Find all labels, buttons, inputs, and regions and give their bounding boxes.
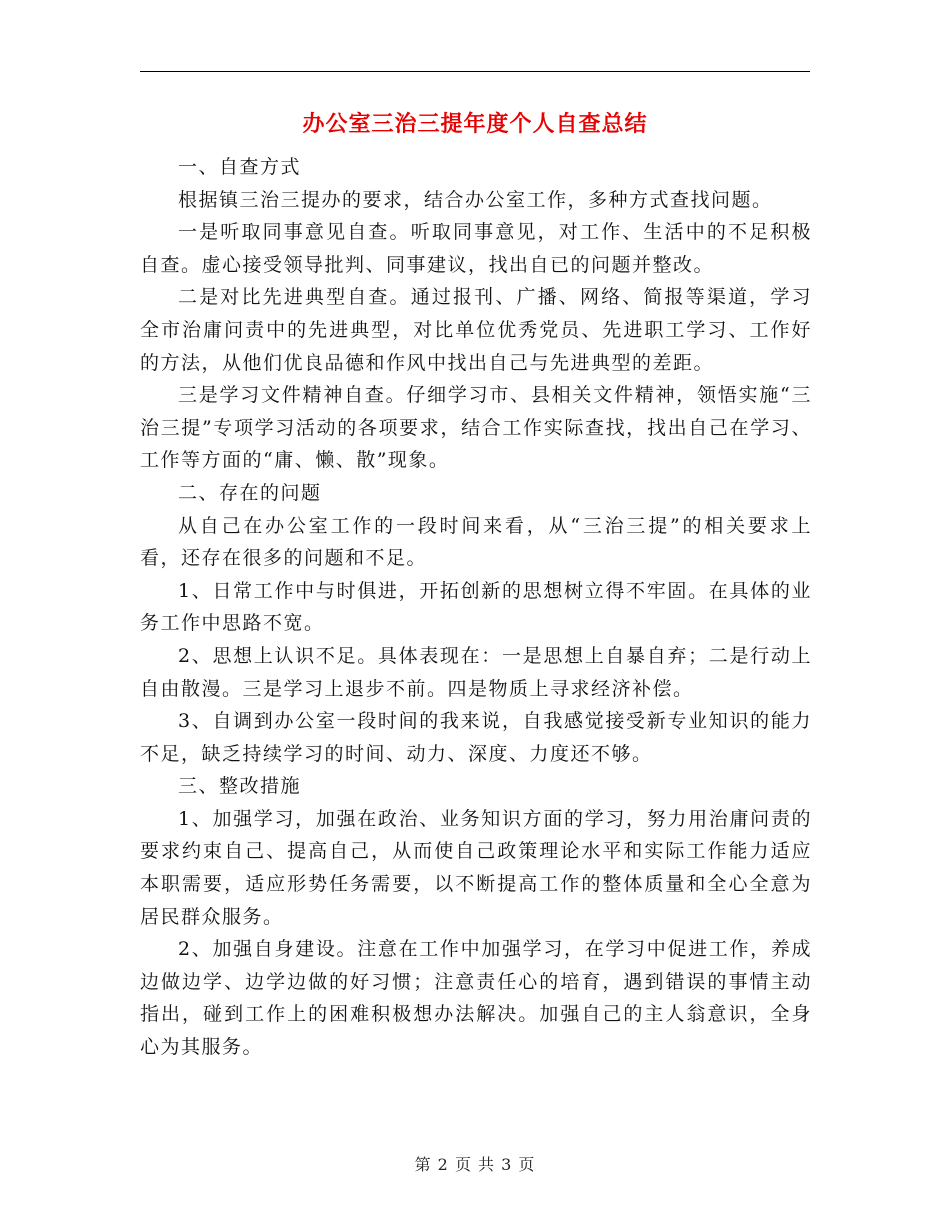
paragraph: 1、日常工作中与时俱进，开拓创新的思想树立得不牢固。在具体的业务工作中思路不宽。 (140, 579, 812, 635)
paragraph: 二是对比先进典型自查。通过报刊、广播、网络、简报等渠道，学习全市治庸问责中的先进典型，对比单位优秀党员、先进职工学习、工作好的方法，从他们优良品德和作风中找出自己与先进典型的差距。 (140, 286, 812, 374)
paragraph: 2、思想上认识不足。具体表现在：一是思想上自暴自弃；二是行动上自由散漫。三是学习上退步不前。四是物质上寻求经济补偿。 (140, 644, 812, 700)
heading-self-check-method: 一、自查方式 (178, 156, 302, 178)
paragraph: 1、加强学习，加强在政治、业务知识方面的学习，努力用治庸问责的要求约束自己、提高自己，从而使自己政策理论水平和实际工作能力适应本职需要，适应形势任务需要，以不断提高工作的整体质量和全心全意为居民群众服务。 (140, 807, 812, 928)
header-rule (140, 71, 810, 72)
paragraph: 3、自调到办公室一段时间的我来说，自我感觉接受新专业知识的能力不足，缺乏持续学习的时间、动力、深度、力度还不够。 (140, 710, 812, 765)
paragraph: 三是学习文件精神自查。仔细学习市、县相关文件精神，领悟实施“三治三提”专项学习活动的各项要求，结合工作实际查找，找出自己在学习、工作等方面的“庸、懒、散”现象。 (140, 384, 812, 472)
paragraph: 从自己在办公室工作的一段时间来看，从“三治三提”的相关要求上看，还存在很多的问题和不足。 (140, 514, 812, 570)
paragraph: 一是听取同事意见自查。听取同事意见，对工作、生活中的不足积极自查。虚心接受领导批判、同事建议，找出自已的问题并整改。 (140, 221, 812, 276)
heading-existing-problems: 二、存在的问题 (178, 481, 322, 504)
document-title: 办公室三治三提年度个人自查总结 (302, 111, 648, 137)
document-body (140, 151, 812, 1064)
heading-rectification-measures: 三、整改措施 (178, 775, 302, 798)
page-number: 第 2 页 共 3 页 (414, 1155, 536, 1174)
paragraph: 2、加强自身建设。注意在工作中加强学习，在学习中促进工作，养成边做边学、边学边做的好习惯；注意责任心的培育，遇到错误的事情主动指出，碰到工作上的困难积极想办法解决。加强自己的主人翁意识，全身心为其服务。 (140, 938, 812, 1059)
paragraph: 根据镇三治三提办的要求，结合办公室工作，多种方式查找问题。 (178, 188, 773, 211)
